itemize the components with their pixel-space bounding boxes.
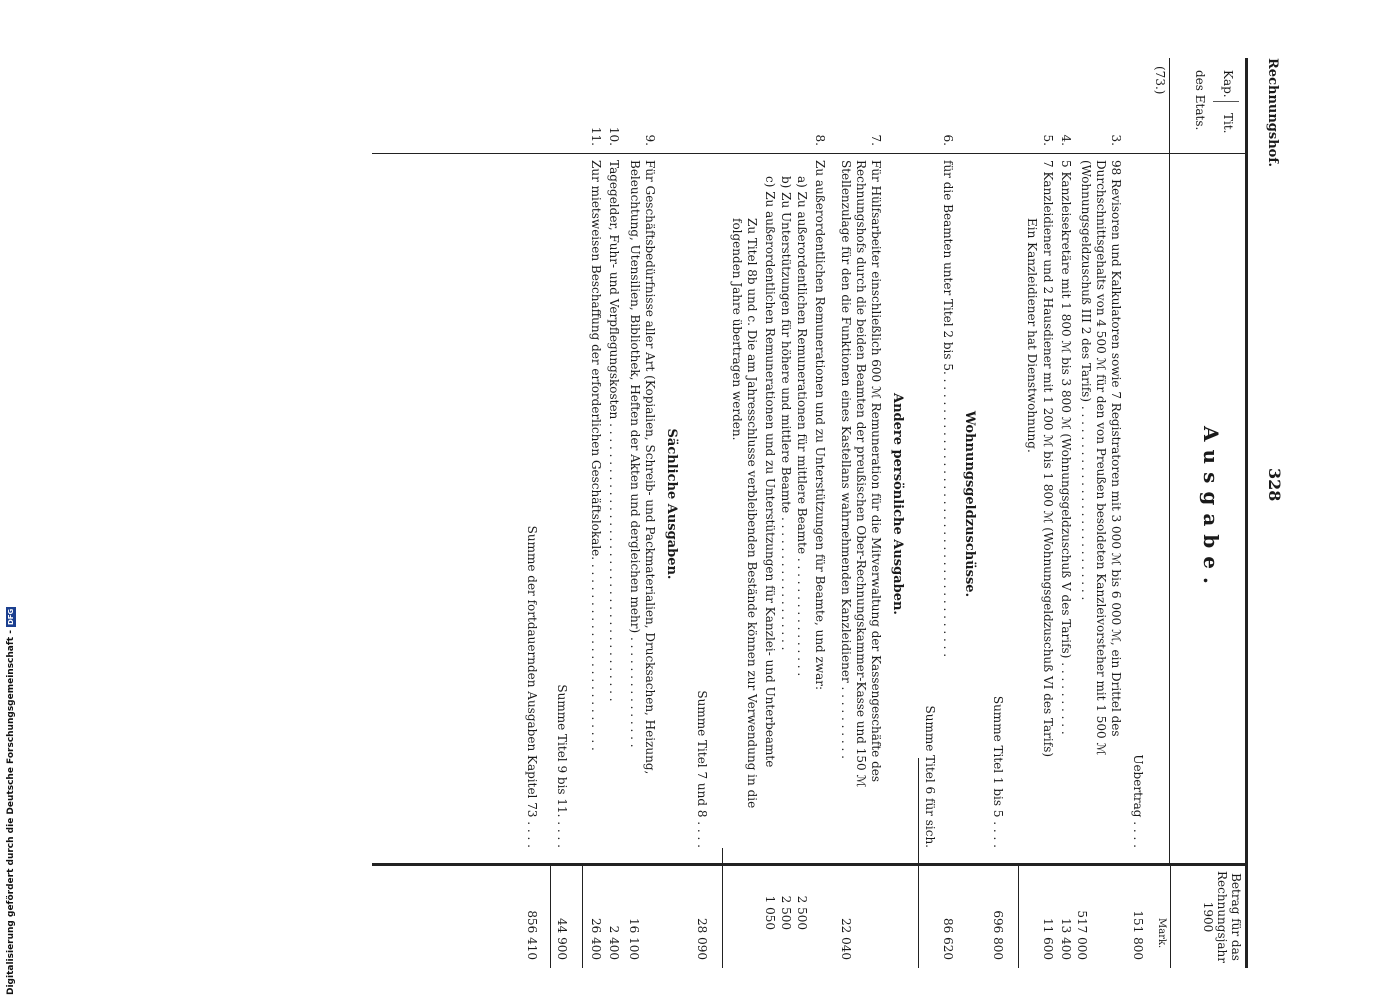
row-text: a) Zu außerordentlichen Remunerationen für mittlere Beamte . . . . . . . . . . . . . . . . xyxy=(795,176,809,677)
title-number: 4. xyxy=(1059,134,1073,146)
currency-label: Mark. xyxy=(1156,918,1167,949)
sum-value: 696 800 xyxy=(991,910,1005,960)
total-value: 856 410 xyxy=(525,910,539,960)
row-text: Für Geschäftsbedürfnisse aller Art (Kopialien, Schreib- und Packmaterialien, Drucksachen, Heizung, Beleuchtung, Utensilien, Bibliothek, Heften der Akten und dergleichen mehr) . . . . . . . . . . . . . . . xyxy=(628,160,657,775)
sum-value: 28 090 xyxy=(695,918,709,960)
row-value: 11 600 xyxy=(1041,918,1055,960)
column-rule xyxy=(372,153,1170,154)
row-text: 7 Kanzleidiener und 2 Hausdiener mit 1 200 ℳ bis 1 800 ℳ (Wohnungsgeldzuschuß VI des Tarifs) xyxy=(1041,160,1055,758)
row-value: 16 100 xyxy=(627,918,641,960)
title-number: 3. xyxy=(1109,134,1123,146)
document-page xyxy=(375,58,1290,968)
row-value: 2 400 xyxy=(607,925,621,960)
row-text: Für Hülfsarbeiter einschließlich 600 ℳ Remuneration für die Mitverwaltung der Kassengeschäfte des Rechnungshofs durch die beiden Beamten der preußischen Ober-Rechnungskammer-Kasse und 150 ℳ Stellenzulage für den die Funktionen eines Kastellans wahrnehmenden Kanzleidiener . . . . . . . . . . xyxy=(839,160,883,788)
section-heading: Andere persönliche Ausgaben. xyxy=(890,393,905,615)
row-value: 13 400 xyxy=(1059,918,1073,960)
section-heading: Wohnungsgeldzuschüsse. xyxy=(962,410,977,598)
etats-label: des Etats. xyxy=(1193,70,1207,131)
section-heading: Sächliche Ausgaben. xyxy=(664,428,679,580)
row-note: Zu Titel 8b und c. Die am Jahresschlusse verbleibenden Bestände können zur Verwendung in die folgenden Jahre übertragen werden. xyxy=(730,218,759,809)
sum-rule xyxy=(918,758,919,968)
row-text: c) Zu außerordentlichen Remunerationen und zu Unterstützungen für Kanzlei- und Unterbeamte xyxy=(763,176,777,768)
row-text: 98 Revisoren und Kalkulatoren sowie 7 Registratoren mit 3 000 ℳ bis 6 000 ℳ, ein Drittel des Durchschnittsgehalts von 4 500 ℳ für den von Preußen besoldeten Kanzleivorsteher mit 1 500 ℳ (Wohnungsgeldzuschuß III 2 des Tarifs) . . . . . . . . . . . . . . . . . . . . . . . . . . xyxy=(1079,160,1123,756)
sum-label: Summe Titel 6 für sich. xyxy=(923,705,937,848)
sum-label: Summe Titel 7 und 8 . . . . xyxy=(695,690,709,848)
sum-label: Summe Titel 1 bis 5 . . . . xyxy=(991,695,1005,848)
title-number: 11. xyxy=(589,126,603,146)
row-text: Zur mietsweisen Beschaffung der erforderlichen Geschäftslokale. . . . . . . . . . . . . . . . . . . . . . . . . . xyxy=(589,160,603,751)
row-value: 517 000 xyxy=(1075,910,1089,960)
kap-number: (73.) xyxy=(1153,66,1167,95)
title-number: 7. xyxy=(869,134,883,146)
row-value: 1 050 xyxy=(763,895,777,930)
title-number: 10. xyxy=(607,126,621,146)
row-value: 2 500 xyxy=(779,895,793,930)
credit-text: Digitalisierung gefördert durch die Deutsche Forschungsgemeinschaft - xyxy=(6,630,16,995)
sum-rule xyxy=(722,848,723,968)
row-value: 2 500 xyxy=(795,895,809,930)
sum-label: Summe Titel 9 bis 11. . . . . xyxy=(555,684,569,848)
title-number: 5. xyxy=(1041,134,1055,146)
kap-label: Kap. xyxy=(1221,70,1235,98)
row-text: Zu außerordentlichen Remunerationen und zu Unterstützungen für Beamte, und zwar: xyxy=(813,160,827,691)
sum-rule xyxy=(1018,866,1019,968)
title-number: 6. xyxy=(941,134,955,146)
tit-label: Tit. xyxy=(1221,113,1235,134)
page-number: 328 xyxy=(1265,468,1284,502)
digitization-credit xyxy=(6,607,16,995)
title-number: 9. xyxy=(643,134,657,146)
uebertrag-value: 151 800 xyxy=(1131,910,1145,960)
section-title: Ausgabe. xyxy=(1199,426,1223,592)
main-header xyxy=(1169,153,1245,864)
row-value: 86 620 xyxy=(941,918,955,960)
row-value: 22 040 xyxy=(839,918,853,960)
row-note: Ein Kanzleidiener hat Dienstwohnung. xyxy=(1025,218,1039,453)
header-divider xyxy=(1213,101,1239,102)
sum-rule xyxy=(550,866,551,968)
running-head: Rechnungshof. xyxy=(1265,58,1280,167)
kap-tit-header xyxy=(1169,58,1245,153)
uebertrag-label: Uebertrag . . . . xyxy=(1131,754,1145,848)
amount-header: Betrag für das Rechnungsjahr 1900 xyxy=(1170,863,1245,968)
sum-value: 44 900 xyxy=(555,918,569,960)
page-header xyxy=(1248,58,1290,968)
budget-table xyxy=(372,58,1248,968)
row-text: 5 Kanzleisekretäre mit 1 800 ℳ bis 3 800 ℳ (Wohnungsgeldzuschuß V des Tarifs) . . . . . . . . . . xyxy=(1059,160,1073,735)
sum-rule xyxy=(582,866,583,968)
dfg-logo: DFG xyxy=(7,608,15,626)
row-text: für die Beamten unter Titel 2 bis 5. . . . . . . . . . . . . . . . . . . . . . . . . . . . . . . . . . . . . . xyxy=(941,160,955,658)
title-number: 8. xyxy=(813,134,827,146)
row-text: b) Zu Unterstützungen für höhere und mittlere Beamte . . . . . . . . . . . . . . . . . . xyxy=(779,176,793,651)
total-label: Summe der fortdauernden Ausgaben Kapitel 73 . . . . xyxy=(525,525,539,848)
row-value: 26 400 xyxy=(589,918,603,960)
row-text: Tagegelder, Fuhr- und Verpflegungskosten . . . . . . . . . . . . . . . . . . . . . . . . . . . . . . . . . . . . . xyxy=(607,160,621,702)
